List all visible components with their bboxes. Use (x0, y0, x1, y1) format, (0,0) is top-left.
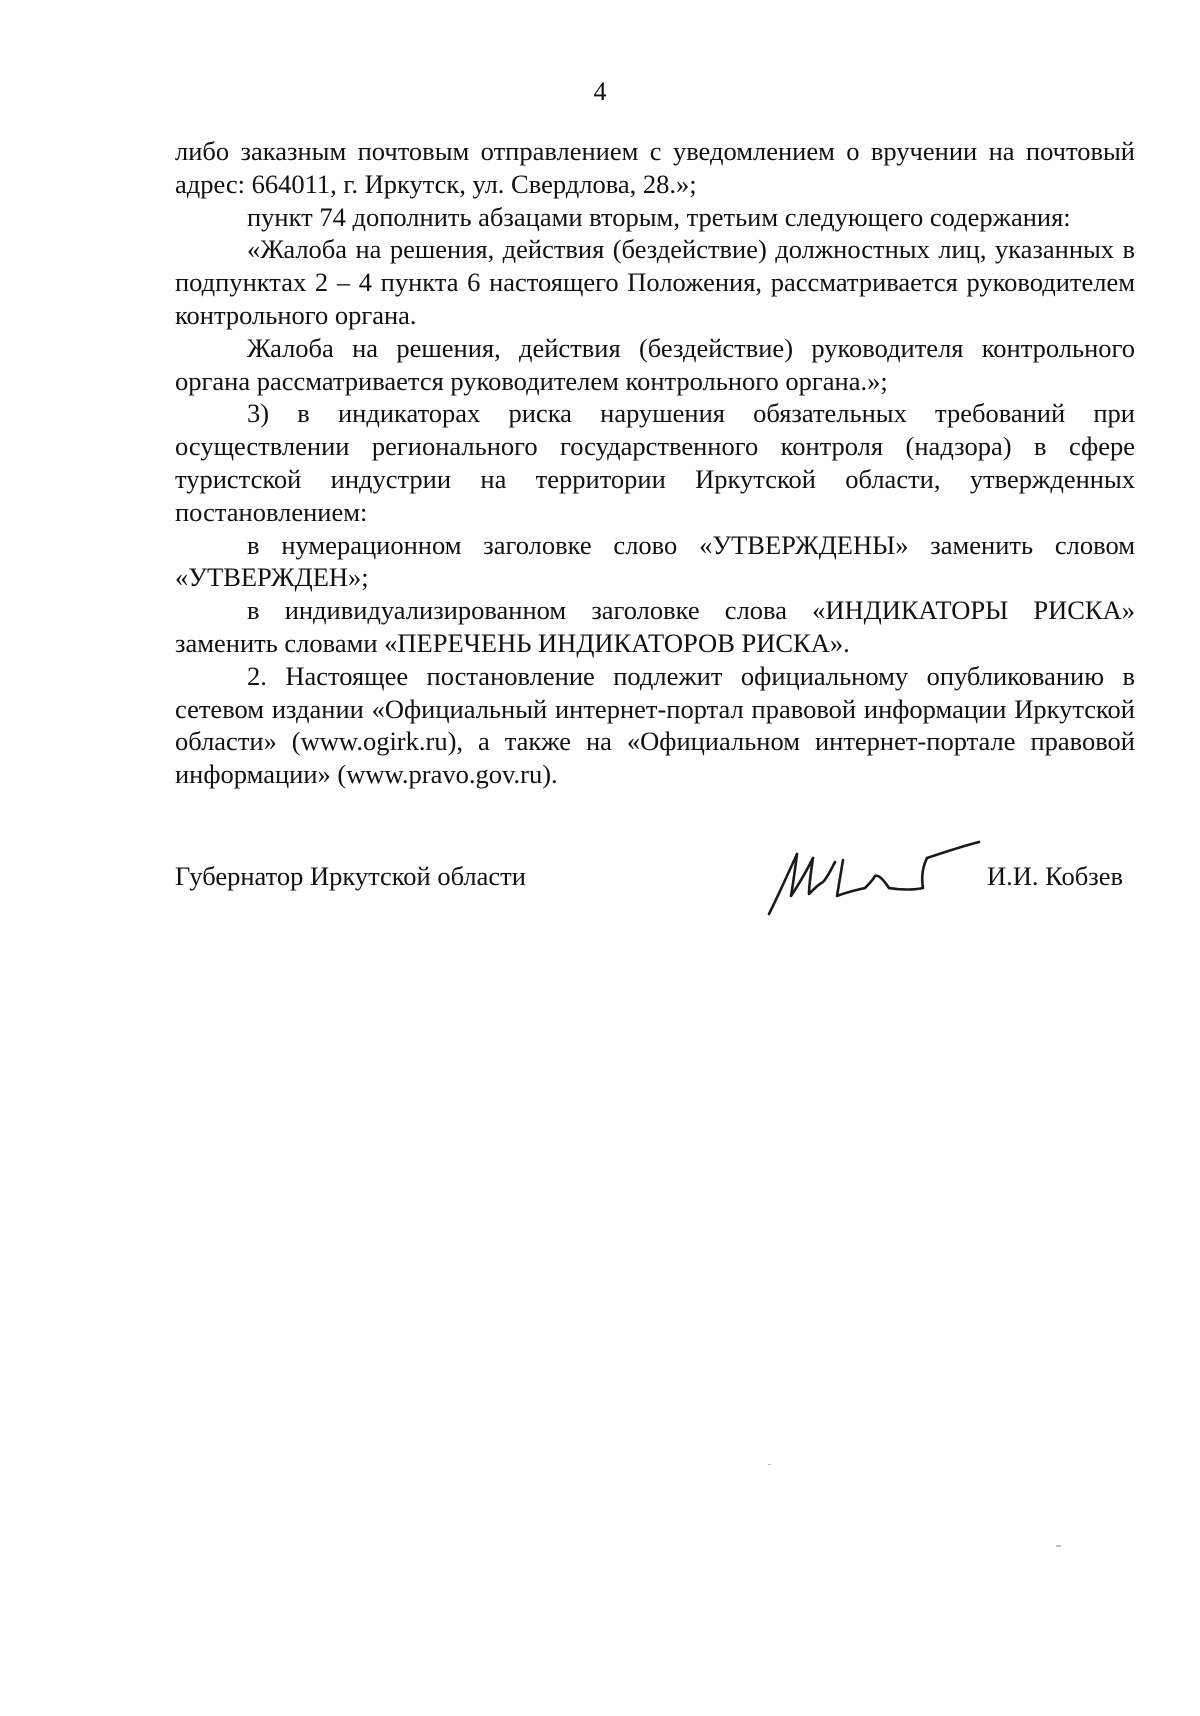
paragraph-continuation: либо заказным почтовым отправлением с уведомлением о вручении на почтовый адрес: 664011, г. Иркутск, ул. Свердлова, 28.»; (175, 136, 1135, 199)
paragraph-complaint-head: Жалоба на решения, действия (бездействие) руководителя контрольного органа рассматривается руководителем контрольного органа.»; (175, 332, 1135, 396)
paragraph-numbering-heading: в нумерационном заголовке слово «УТВЕРЖДЕНЫ» заменить словом «УТВЕРЖДЕН»; (175, 529, 1135, 593)
paragraph-publication: 2. Настоящее постановление подлежит официальному опубликованию в сетевом издании «Официальный интернет-портал правовой информации Иркутской области» (www.ogirk.ru), а также на «Официальном интернет-портале правовой информации» (www.pravo.gov.ru). (175, 660, 1135, 790)
paragraph-item-74: пункт 74 дополнить абзацами вторым, третьим следующего содержания: (247, 201, 1071, 232)
paragraph-individual-heading: в индивидуализированном заголовке слова «ИНДИКАТОРЫ РИСКА» заменить словами «ПЕРЕЧЕНЬ ИНДИКАТОРОВ РИСКА». (175, 595, 1135, 658)
signer-title: Губернатор Иркутской области (175, 861, 526, 891)
paragraph-risk-indicators: 3) в индикаторах риска нарушения обязательных требований при осуществлении регионального государственного контроля (надзора) в сфере туристской индустрии на территории Иркутской области, утвержденных постановлением: (175, 398, 1135, 527)
handwritten-signature (765, 840, 985, 920)
document-body (175, 135, 1135, 791)
scan-speck (1056, 1545, 1061, 1547)
scan-speck (768, 1464, 771, 1465)
signer-name: И.И. Кобзев (987, 861, 1123, 891)
signature-block (175, 840, 1135, 930)
page-number: 4 (593, 77, 607, 106)
paragraph-complaint-officials: «Жалоба на решения, действия (бездействие) должностных лиц, указанных в подпунктах 2 – 4 пункта 6 настоящего Положения, рассматривается руководителем контрольного органа. (175, 234, 1135, 330)
